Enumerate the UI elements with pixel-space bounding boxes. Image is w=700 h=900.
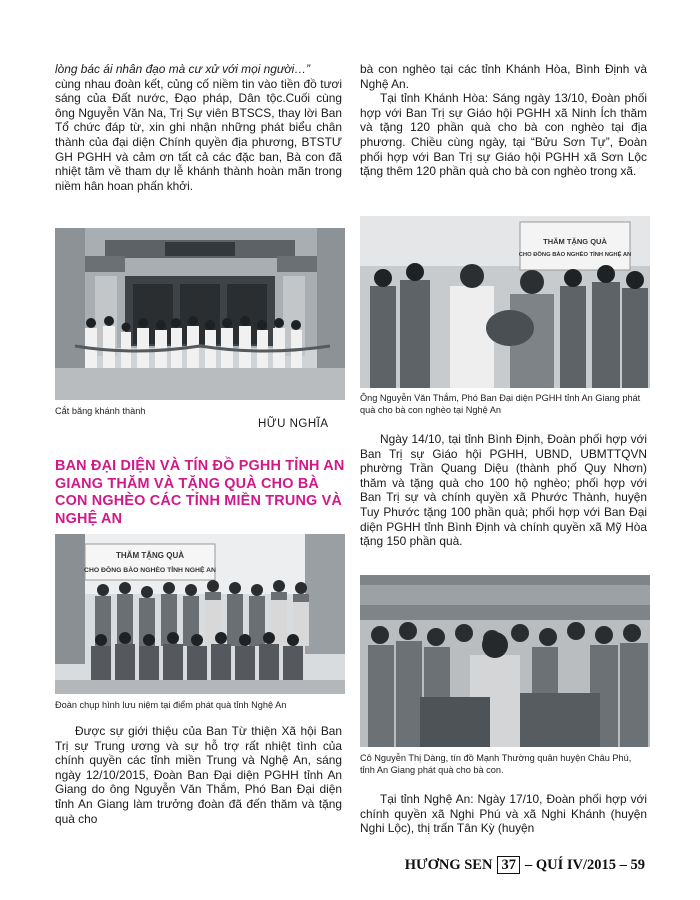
right-paragraph-1: bà con nghèo tại các tỉnh Khánh Hòa, Bình Định và Nghệ An.	[360, 62, 647, 91]
right-paragraph-4: Tại tỉnh Nghệ An: Ngày 17/10, Đoàn phối hợp với chính quyền xã Nghi Phú và xã Nghi Khánh (huyện Nghi Lộc), thị trấn Tân Kỳ (huyện	[360, 792, 647, 836]
left-paragraph-2: Được sự giới thiệu của Ban Từ thiện Xã hội Ban Trị sự Trung ương và sự hỗ trợ rất nhiệt tình của chính quyền các tỉnh miền Trung và Nghệ An, sáng ngày 12/10/2015, Đoàn Ban Đại diện PGHH tỉnh An Giang do ông Nguyễn Văn Thắm, Phó Ban Đại diện tỉnh An Giang làm trưởng đoàn đã đến thăm và tặng quà cho	[55, 724, 342, 826]
left-paragraph-1-text: cùng nhau đoàn kết, củng cố niềm tin vào tiền đồ tươi sáng của Đất nước, Đạo pháp, Dân tộc.Cuối cùng ông Nguyễn Văn Na, Trị Sự viên BTSCS, thay lời Ban Tổ chức đáp từ, xin ghi nhận những phát biểu chân thành của đại diện Chính quyền địa phương, BTSTƯ GH PGHH và cảm ơn tất cả các đặc ban, Bà con đã nhiệt tâm về tham dự lễ khánh thành hoàn mãn trong niềm hân hoan phấn khởi.	[55, 76, 342, 193]
page-number: 37	[497, 856, 520, 874]
gift-photo-banner-line2: CHO ĐỒNG BÀO NGHÈO TỈNH NGHỆ AN	[518, 252, 632, 258]
magazine-name: HƯƠNG SEN	[404, 856, 493, 873]
left-column-lower	[55, 724, 342, 826]
right-column	[360, 62, 647, 179]
gift-giving-caption: Ông Nguyễn Văn Thắm, Phó Ban Đại diện PGHH tỉnh An Giang phát quà cho bà con nghèo tại Nghệ An	[360, 393, 641, 415]
group-photo-caption: Đoàn chụp hình lưu niệm tại điểm phát quà tỉnh Nghệ An	[55, 700, 287, 710]
distribution-caption: Cô Nguyễn Thị Dàng, tín đồ Mạnh Thường quân huyện Châu Phú, tỉnh An Giang phát quà cho bà con.	[360, 753, 632, 775]
ribbon-cutting-caption: Cắt băng khánh thành	[55, 406, 146, 416]
group-photo-banner-line1: THĂM TẶNG QUÀ	[116, 551, 184, 560]
left-column	[55, 62, 342, 193]
right-paragraph-2: Tại tỉnh Khánh Hòa: Sáng ngày 13/10, Đoàn phối hợp với Ban Trị sự Giáo hội PGHH xã Ninh Ích thăm và tặng 120 phần quà cho bà con nghèo tại địa phương. Chiều cùng ngày, tại “Bửu Sơn Tự”, Đoàn phối hợp với Ban Trị sự Giáo hội PGHH xã Sơn Lộc tặng thêm 120 phần quà cho bà con nghèo trong xã.	[360, 91, 647, 179]
quote-end: lòng bác ái nhân đạo mà cư xử với mọi người…”	[55, 62, 311, 76]
right-column-middle	[360, 432, 647, 549]
right-column-lower	[360, 792, 647, 836]
author-byline: HỮU NGHĨA	[258, 418, 329, 430]
article-headline: BAN ĐẠI DIỆN VÀ TÍN ĐỒ PGHH TỈNH AN GIANG THĂM VÀ TẶNG QUÀ CHO BÀ CON NGHÈO CÁC TỈNH MIỀN TRUNG VÀ NGHỆ AN	[55, 458, 345, 527]
gift-photo-banner-line1: THĂM TẶNG QUÀ	[543, 237, 607, 246]
distribution-photo	[360, 575, 650, 747]
right-paragraph-3: Ngày 14/10, tại tỉnh Bình Định, Đoàn phối hợp với Ban Trị sự Giáo hội PGHH, UBND, UBMTTQVN phường Trần Quang Diệu (thành phố Quy Nhơn) thăm và tặng quà cho 100 hộ nghèo; phối hợp với Ban Trị sự và chính quyền xã Phước Thành, huyện Tuy Phước tặng 100 phần quà; phối hợp với Ban Đại diện PGHH tỉnh Bình Định và chính quyền xã Mỹ Hòa tặng 150 phần quà.	[360, 432, 647, 549]
left-paragraph-1	[55, 62, 342, 193]
gift-giving-photo	[360, 216, 650, 388]
group-photo-banner-line2: CHO ĐỒNG BÀO NGHÈO TỈNH NGHỆ AN	[84, 567, 216, 574]
page-footer	[405, 854, 645, 876]
ribbon-cutting-photo	[55, 228, 345, 400]
issue-label: – QUÍ IV/2015 – 59	[524, 856, 645, 873]
group-photo	[55, 534, 345, 694]
